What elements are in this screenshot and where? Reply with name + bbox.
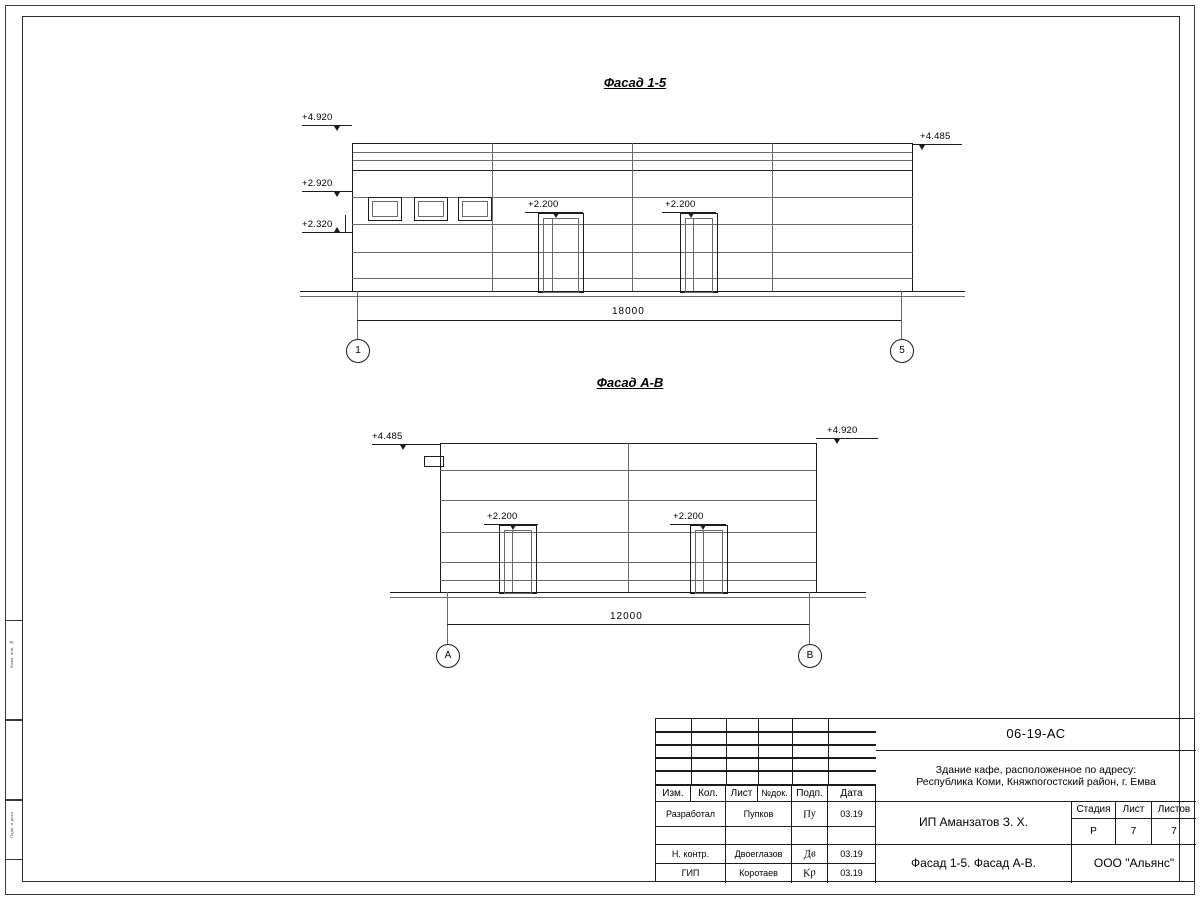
stamp-col-ndok: №док. — [758, 785, 792, 802]
stamp-organization: ООО "Альянс" — [1093, 856, 1175, 871]
dimension-12000: 12000 — [610, 611, 643, 622]
stamp-col-podp: Подп. — [792, 785, 828, 802]
stamp-sheet-header: Лист — [1116, 802, 1152, 819]
stamp-role-0: Разработал — [656, 802, 726, 827]
stamp-sign-2 — [792, 845, 828, 864]
stamp-sign-1 — [792, 827, 828, 845]
stamp-role-1 — [656, 827, 726, 845]
level-mark-door-1-av: +2.200 — [487, 511, 518, 522]
signature-2: Дв — [802, 846, 817, 861]
title-block — [655, 718, 1195, 882]
stamp-stage-header: Стадия — [1072, 802, 1116, 819]
left-margin-label-1: Взам. инв. № — [9, 640, 14, 668]
left-margin-label-2: Подп. и дата — [9, 812, 14, 838]
stamp-name-0: Пупков — [726, 802, 792, 827]
stamp-date-0: 03.19 — [828, 802, 876, 827]
signature-0: Пу — [802, 806, 817, 821]
stamp-date-2: 03.19 — [828, 845, 876, 864]
level-mark-4920-av: +4.920 — [827, 425, 858, 436]
level-mark-2920: +2.920 — [302, 178, 333, 189]
stamp-sheet-value: 7 — [1116, 819, 1152, 845]
stamp-name-1 — [726, 827, 792, 845]
left-margin-box-2 — [5, 720, 22, 800]
left-margin-box-1 — [5, 620, 22, 720]
stamp-name-2: Двоеглазов — [726, 845, 792, 864]
axis-marker-1: 1 — [346, 339, 370, 363]
stamp-role-3: ГИП — [656, 864, 726, 883]
stamp-name-3: Коротаев — [726, 864, 792, 883]
stamp-sign-3 — [792, 864, 828, 883]
stamp-col-kol: Кол. — [691, 785, 726, 802]
stamp-sheet-title: Фасад 1-5. Фасад А-В. — [876, 845, 1072, 883]
stamp-object-line1: Здание кафе, расположенное по адресу: — [935, 763, 1137, 776]
level-mark-4485: +4.485 — [920, 131, 951, 142]
level-mark-door-1: +2.200 — [528, 199, 559, 210]
view-title-facade-a-v: Фасад А-В — [596, 375, 664, 390]
view-title-facade-1-5: Фасад 1-5 — [603, 75, 667, 90]
stamp-sheets-header: Листов — [1152, 802, 1196, 819]
level-mark-4485-av: +4.485 — [372, 431, 403, 442]
axis-marker-a: А — [436, 644, 460, 668]
stamp-col-data: Дата — [828, 785, 876, 802]
dimension-18000: 18000 — [612, 306, 645, 317]
axis-marker-5: 5 — [890, 339, 914, 363]
stamp-sign-0 — [792, 802, 828, 827]
level-mark-4920: +4.920 — [302, 112, 333, 123]
level-mark-2320: +2.320 — [302, 219, 333, 230]
axis-marker-v: В — [798, 644, 822, 668]
stamp-date-3: 03.19 — [828, 864, 876, 883]
stamp-role-2: Н. контр. — [656, 845, 726, 864]
stamp-doc-code: 06-19-АС — [876, 719, 1196, 751]
stamp-object — [876, 751, 1196, 802]
stamp-customer: ИП Аманзатов З. Х. — [876, 802, 1072, 845]
stamp-col-izm: Изм. — [656, 785, 691, 802]
signature-3: Кр — [802, 866, 817, 881]
stamp-date-1 — [828, 827, 876, 845]
stamp-object-line2: Республика Коми, Княжпогостский район, г. Емва — [916, 776, 1156, 788]
level-mark-door-2-av: +2.200 — [673, 511, 704, 522]
stamp-col-list: Лист — [726, 785, 758, 802]
stamp-sheets-value: 7 — [1152, 819, 1196, 845]
stamp-stage-value: Р — [1072, 819, 1116, 845]
level-mark-door-2: +2.200 — [665, 199, 696, 210]
